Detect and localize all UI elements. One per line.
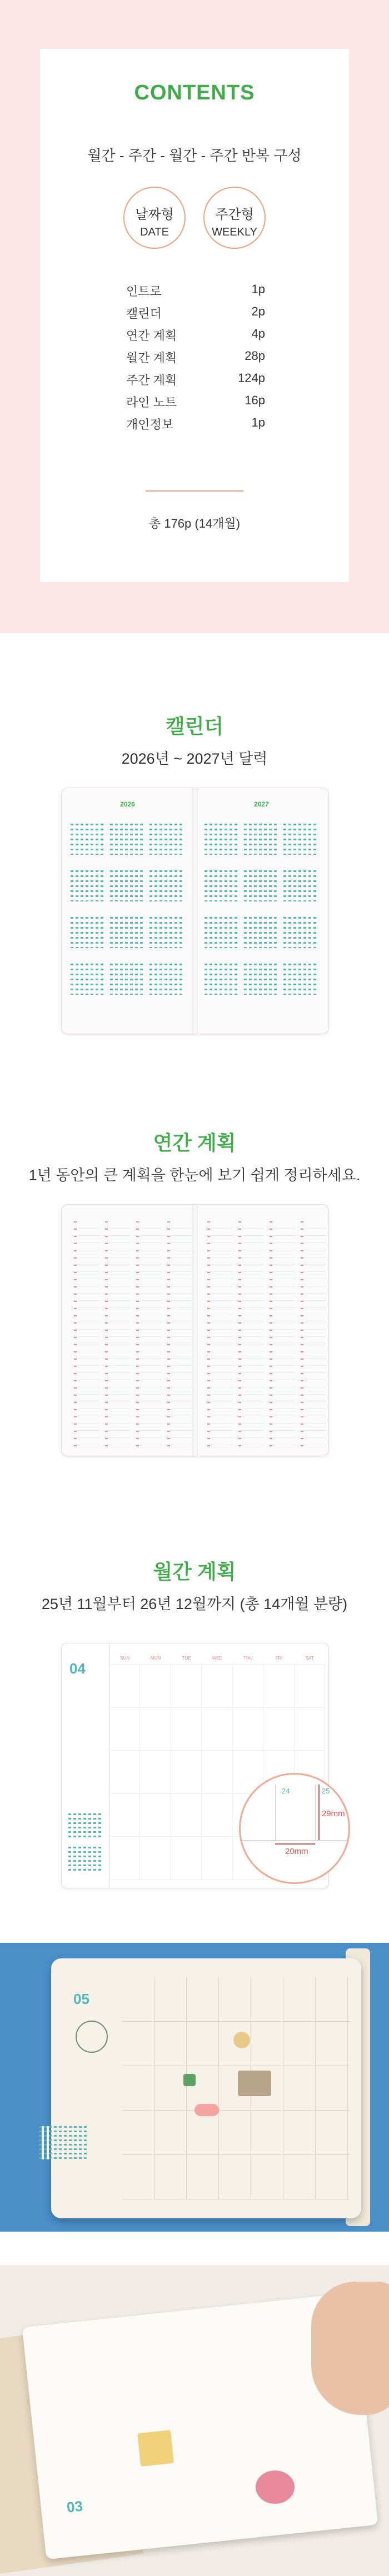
hand bbox=[311, 2282, 389, 2415]
day-cell bbox=[171, 1837, 202, 1880]
day-cell bbox=[140, 1751, 171, 1794]
yearly-date-markers bbox=[238, 1221, 241, 1448]
day-cell bbox=[202, 1794, 232, 1837]
mini-month-days bbox=[110, 964, 144, 995]
book-fold bbox=[192, 1205, 198, 1456]
contents-card bbox=[40, 49, 349, 582]
day-cell bbox=[263, 1665, 294, 1708]
mini-month-days bbox=[110, 824, 144, 855]
mini-month-label bbox=[110, 818, 144, 824]
mini-month-label bbox=[149, 911, 184, 917]
calendar-2026 bbox=[71, 800, 184, 999]
toc-pages: 28p bbox=[245, 349, 265, 363]
mini-month-label bbox=[110, 911, 144, 917]
toc-name: 주간 계획 bbox=[126, 373, 177, 387]
mini-month bbox=[71, 911, 105, 953]
calendar-2027 bbox=[205, 800, 318, 999]
mini-month-label bbox=[71, 818, 105, 824]
yearly-month-column bbox=[134, 1221, 162, 1448]
mini-month-days bbox=[149, 917, 184, 948]
toc-row bbox=[126, 282, 265, 304]
mini-month-days bbox=[149, 824, 184, 855]
mini-month-label bbox=[149, 818, 184, 824]
mini-month-label bbox=[110, 958, 144, 964]
weekday-header: SAT bbox=[295, 1652, 325, 1665]
calendar-subtitle: 2026년 ~ 2027년 달력 bbox=[121, 750, 268, 767]
mini-month bbox=[244, 818, 278, 859]
mini-month-label bbox=[244, 865, 278, 870]
toc-pages: 1p bbox=[251, 282, 265, 296]
calendar-month-grid bbox=[205, 818, 318, 999]
mini-month-days bbox=[149, 964, 184, 995]
mini-month bbox=[149, 911, 184, 953]
mini-month bbox=[205, 911, 239, 953]
mini-month bbox=[283, 911, 318, 953]
mini-month bbox=[244, 911, 278, 953]
toc-name: 개인정보 bbox=[126, 418, 174, 432]
yearly-month-column bbox=[103, 1221, 131, 1448]
toc-pages: 4p bbox=[251, 327, 265, 340]
mini-month bbox=[110, 958, 144, 999]
yearly-date-markers bbox=[207, 1221, 210, 1448]
mini-month-label bbox=[244, 818, 278, 824]
yearly-date-markers bbox=[136, 1221, 139, 1448]
zoom-day: 25 bbox=[322, 1787, 330, 1795]
height-label: 29mm bbox=[322, 1809, 345, 1818]
photo-month-grid bbox=[122, 1977, 350, 2199]
mini-month-days bbox=[244, 917, 278, 948]
day-cell bbox=[171, 1665, 202, 1708]
day-cell bbox=[140, 1708, 171, 1751]
mini-month bbox=[110, 818, 144, 859]
mini-month-label bbox=[149, 958, 184, 964]
day-cell bbox=[109, 1794, 140, 1837]
day-cell bbox=[233, 1665, 263, 1708]
photo-sticker bbox=[238, 2071, 271, 2096]
yearly-date-markers bbox=[270, 1221, 272, 1448]
size-zoom-callout bbox=[239, 1773, 350, 1884]
yearly-month-column bbox=[205, 1221, 233, 1448]
toc-row bbox=[126, 393, 265, 415]
monthly-subtitle: 25년 11월부터 26년 12월까지 (총 14개월 분량) bbox=[41, 1596, 348, 1612]
label-sticker bbox=[194, 2104, 219, 2116]
mini-month bbox=[71, 958, 105, 999]
mini-month-days bbox=[244, 964, 278, 995]
mini-month-days bbox=[205, 824, 239, 855]
day-cell bbox=[295, 1665, 325, 1708]
weekday-header: FRI bbox=[263, 1652, 294, 1665]
toc-row bbox=[126, 304, 265, 327]
mini-calendar-prev bbox=[68, 1813, 103, 1839]
day-cell bbox=[140, 1665, 171, 1708]
calendar-year-label: 2026 bbox=[120, 800, 135, 808]
yearly-month-column bbox=[267, 1221, 295, 1448]
yearly-date-markers bbox=[301, 1221, 303, 1448]
mini-month-days bbox=[244, 824, 278, 855]
contents-title: CONTENTS bbox=[134, 81, 255, 104]
mini-month bbox=[71, 818, 105, 859]
mini-month-label bbox=[283, 911, 318, 917]
weekday-header: TUE bbox=[171, 1652, 202, 1665]
month-number: 04 bbox=[69, 1660, 86, 1677]
contents-section bbox=[0, 0, 389, 633]
yearly-title: 연간 계획 bbox=[153, 1131, 236, 1154]
day-cell bbox=[109, 1665, 140, 1708]
mini-month bbox=[205, 958, 239, 999]
day-cell bbox=[233, 1708, 263, 1751]
mini-month-label bbox=[205, 818, 239, 824]
day-cell bbox=[202, 1665, 232, 1708]
mini-calendar bbox=[39, 2126, 89, 2159]
calendar-title: 캘린더 bbox=[165, 715, 224, 738]
mini-month-label bbox=[205, 911, 239, 917]
mini-month bbox=[283, 865, 318, 906]
mini-month-days bbox=[110, 870, 144, 901]
type-weekly-en: WEEKLY bbox=[212, 226, 257, 238]
mini-month-days bbox=[149, 870, 184, 901]
mini-month-days bbox=[283, 870, 318, 901]
mini-month-label bbox=[244, 958, 278, 964]
mini-month-days bbox=[205, 870, 239, 901]
toc-pages: 16p bbox=[245, 393, 265, 407]
mini-month-label bbox=[149, 865, 184, 870]
mini-month bbox=[283, 818, 318, 859]
toc-name: 캘린더 bbox=[126, 307, 162, 320]
mini-month bbox=[205, 818, 239, 859]
zoom-day: 23 bbox=[242, 1787, 250, 1795]
total-pages: 총 176p (14개월) bbox=[148, 517, 241, 530]
photo2-month-number: 03 bbox=[66, 2497, 84, 2516]
mini-month-days bbox=[71, 824, 105, 855]
yearly-month-column bbox=[165, 1221, 193, 1448]
calendar-year-label: 2027 bbox=[254, 800, 269, 808]
yearly-month-column bbox=[72, 1221, 99, 1448]
type-date-badge bbox=[123, 187, 186, 249]
weekday-header: MON bbox=[140, 1652, 171, 1665]
mini-month bbox=[110, 865, 144, 906]
round-sticker bbox=[233, 2032, 250, 2048]
calendar-month-grid bbox=[71, 818, 184, 999]
yearly-date-markers bbox=[105, 1221, 108, 1448]
mini-month-label bbox=[283, 958, 318, 964]
type-date-ko: 날짜형 bbox=[135, 207, 174, 222]
mini-month-days bbox=[110, 917, 144, 948]
mini-month-days bbox=[71, 964, 105, 995]
day-cell bbox=[109, 1708, 140, 1751]
day-cell bbox=[140, 1794, 171, 1837]
mini-month-label bbox=[71, 958, 105, 964]
height-marker bbox=[318, 1785, 320, 1840]
mini-month-label bbox=[244, 911, 278, 917]
day-cell bbox=[295, 1708, 325, 1751]
mini-month-days bbox=[283, 917, 318, 948]
mini-month-days bbox=[205, 964, 239, 995]
mini-month-label bbox=[283, 865, 318, 870]
toc-pages: 2p bbox=[251, 304, 265, 318]
flower-sticker bbox=[256, 2470, 295, 2504]
day-cell bbox=[109, 1837, 140, 1880]
toc-name: 월간 계획 bbox=[126, 351, 177, 365]
calendar-spread bbox=[61, 788, 329, 1034]
mini-month bbox=[283, 958, 318, 999]
toc-name: 연간 계획 bbox=[126, 329, 177, 343]
day-cell bbox=[140, 1837, 171, 1880]
toc-row bbox=[126, 349, 265, 371]
mini-month bbox=[205, 865, 239, 906]
mini-month-days bbox=[205, 917, 239, 948]
mini-month bbox=[149, 818, 184, 859]
toc-row bbox=[126, 371, 265, 393]
memo-sticker bbox=[137, 2430, 174, 2467]
day-cell bbox=[109, 1751, 140, 1794]
day-cell bbox=[202, 1708, 232, 1751]
yearly-spread bbox=[61, 1204, 329, 1456]
usage-photo-monthly bbox=[0, 1943, 389, 2232]
mini-month-label bbox=[71, 865, 105, 870]
toc-row bbox=[126, 327, 265, 349]
weekday-header: SUN bbox=[109, 1652, 140, 1665]
divider bbox=[146, 490, 243, 492]
mini-month bbox=[71, 865, 105, 906]
toc-pages: 124p bbox=[238, 371, 265, 385]
zoom-cell bbox=[275, 1785, 316, 1841]
clock-sticker bbox=[76, 2021, 108, 2053]
table-of-contents bbox=[126, 282, 265, 438]
type-weekly-badge bbox=[203, 187, 266, 249]
monthly-sidebar bbox=[62, 1643, 110, 1888]
day-cell bbox=[263, 1708, 294, 1751]
day-cell bbox=[171, 1751, 202, 1794]
monthly-title: 월간 계획 bbox=[153, 1560, 236, 1583]
mini-month-label bbox=[283, 818, 318, 824]
book-fold bbox=[192, 788, 198, 1034]
mini-month bbox=[149, 865, 184, 906]
toc-name: 인트로 bbox=[126, 284, 162, 298]
yearly-month-column bbox=[298, 1221, 326, 1448]
mini-month-label bbox=[110, 865, 144, 870]
yearly-date-markers bbox=[74, 1221, 77, 1448]
mini-month-label bbox=[71, 911, 105, 917]
mini-month-days bbox=[244, 870, 278, 901]
mini-month bbox=[244, 865, 278, 906]
photo-month-number: 05 bbox=[73, 1991, 89, 2007]
mini-month-label bbox=[205, 865, 239, 870]
yearly-date-markers bbox=[167, 1221, 170, 1448]
toc-pages: 1p bbox=[251, 415, 265, 429]
type-weekly-ko: 주간형 bbox=[215, 207, 254, 222]
mini-month-days bbox=[283, 824, 318, 855]
yearly-month-column bbox=[236, 1221, 264, 1448]
mini-month bbox=[110, 911, 144, 953]
leaf-sticker bbox=[183, 2074, 196, 2086]
weekday-header: WED bbox=[202, 1652, 232, 1665]
mini-month-days bbox=[71, 870, 105, 901]
usage-photo-spread bbox=[0, 2265, 389, 2576]
day-cell bbox=[171, 1794, 202, 1837]
width-marker bbox=[275, 1843, 315, 1845]
type-date-en: DATE bbox=[140, 226, 169, 238]
day-cell bbox=[171, 1708, 202, 1751]
toc-row bbox=[126, 415, 265, 438]
weekday-header: THU bbox=[233, 1652, 263, 1665]
mini-month bbox=[244, 958, 278, 999]
yearly-subtitle: 1년 동안의 큰 계획을 한눈에 보기 쉽게 정리하세요. bbox=[28, 1167, 361, 1184]
mini-month-days bbox=[283, 964, 318, 995]
contents-subtitle: 월간 - 주간 - 월간 - 주간 반복 구성 bbox=[87, 147, 302, 164]
mini-month-days bbox=[71, 917, 105, 948]
mini-month bbox=[149, 958, 184, 999]
day-cell bbox=[202, 1837, 232, 1880]
mini-calendar-next bbox=[68, 1847, 103, 1872]
width-label: 20mm bbox=[285, 1847, 308, 1856]
toc-name: 라인 노트 bbox=[126, 395, 177, 409]
mini-month-label bbox=[205, 958, 239, 964]
zoom-day: 24 bbox=[282, 1787, 290, 1795]
day-cell bbox=[202, 1751, 232, 1794]
